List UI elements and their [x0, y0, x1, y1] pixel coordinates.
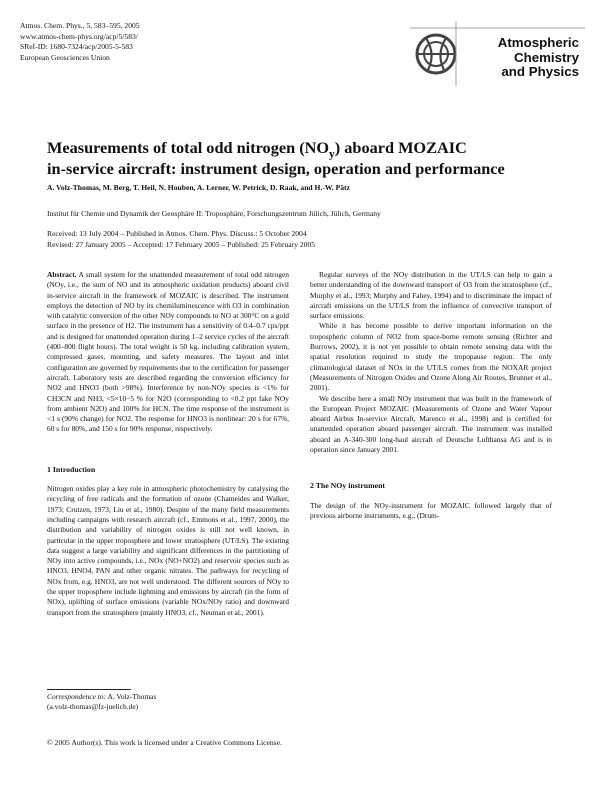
logo-wordmark	[498, 36, 579, 80]
intro-paragraph-3: While it has become possible to derive important information on the tropospheric column of NO2 from space-borne remote sensing (Richter and Burrows, 2002), it is not yet possible to obtain remote sensing data with the spatial resolution required to study the tropopause region. The only climatological dataset of NOx in the UT/LS comes from the NOXAR project (Measurements of Nitrogen Oxides and Ozone Along Air Routes, Brunner et al., 2001).	[310, 321, 552, 393]
license-footer: © 2005 Author(s). This work is licensed under a Creative Commons License.	[47, 738, 282, 747]
intro-paragraph-1: Nitrogen oxides play a key role in atmospheric photochemistry by catalysing the recycling of free radicals and the formation of ozone (Chameides and Walker, 1973; Crutzen, 1973; Liu et al., 1980). Despite of the many field measurements including campaigns with research aircraft (cf., Emmons et al., 1997, 2000), the distribution and variability of nitrogen oxides is still not well known, in particular in the upper troposphere and lower stratosphere (UT/LS). The existing data suggest a large variability and significant differences in the partitioning of NOy into active compounds, i.e., NOx (NO+NO2) and reservoir species such as HNO3, HNO4, PAN and other organic nitrates. The pathways for recycling of NOx from, e.g. HNO3, are not well understood. The different sources of NOy to the upper troposphere include lightning and emissions by aircraft (in the form of NOx), uplifting of surface emissions (variable NOx/NOy ratio) and downward transport from the stratosphere (mainly HNO3, cf., Neuman et al., 2001).	[47, 484, 289, 617]
dates-revised: Revised: 27 January 2005 – Accepted: 17 February 2005 – Published: 25 February 2005	[47, 239, 316, 249]
dates-received: Received: 13 July 2004 – Published in Atmos. Chem. Phys. Discuss.: 5 October 2004	[47, 229, 307, 238]
logo-line-2: Chemistry	[513, 49, 579, 65]
abstract-text: A small system for the unattended measurement of total odd nitrogen (NOy, i.e., the sum of NO and its atmospheric oxidation products) aboard civil in-service aircraft in the framework of MOZAIC is described. The instrument employs the detection of NO by its chemiluminescence with O3 in combination with catalytic conversion of the other NOy compounds to NO at 300°C on a gold surface in the presence of H2. The instrument has a sensitivity of 0.4–0.7 cps/ppt and is designed for unattended operation during 1–2 service cycles of the aircraft (400–800 flight hours). The total weight is 50 kg, including calibration system, compressed gases, mounting, and safety measures. The layout and inlet configuration are governed by requirements due to the certification for passenger aircraft. Laboratory tests are described regarding the conversion efficiency for NO2 and HNO3 (both >98%). Interference by non-NOy species is <1% for CH3CN and NH3, <5×10−5 % for N2O (corresponding to <0.2 ppt fake NOy from ambient N2O) and 100% for HCN. The time response of the instrument is <1 s (90% change) for NO2. The response for HNO3 is nonlinear: 20 s for 67%, 60 s for 80%, and 150 s for 90% response, respectively.	[47, 270, 289, 434]
affiliation: Institut für Chemie und Dynamik der Geosphäre II: Troposphäre, Forschungszentrum Jülich, Jülich, Germany	[47, 209, 381, 218]
publisher: European Geosciences Union	[20, 52, 110, 62]
journal-logo	[410, 14, 585, 88]
journal-header	[20, 21, 140, 63]
correspondence-label: Correspondence to:	[47, 692, 107, 701]
left-column	[47, 270, 289, 617]
right-column	[310, 270, 552, 521]
journal-reference: Atmos. Chem. Phys., 5, 583–595, 2005	[20, 21, 140, 30]
logo-line-1: Atmospheric	[497, 35, 579, 50]
logo-line-3: and Physics	[501, 64, 579, 80]
title-line-1	[47, 137, 567, 161]
title-part-b: ) aboard MOZAIC	[334, 138, 467, 157]
abstract	[47, 270, 289, 435]
abstract-label: Abstract.	[47, 270, 77, 279]
section-1-heading: 1 Introduction	[47, 464, 96, 474]
title-subscript: y	[329, 148, 335, 161]
intro-paragraph-4: We describe here a small NOy instrument that was built in the framework of the European Project MOZAIC (Measurements of Ozone and Water Vapour aboard Airbus In-service Aircraft, Marenco et al., 1998) and is certified for unattended operation aboard passenger aircraft. The instrument was installed aboard an A-340-300 long-haul aircraft of Deutsche Lufthansa AG and is in operation since January 2001.	[310, 393, 552, 455]
correspondence-name: A. Volz-Thomas	[107, 692, 157, 701]
section-2-heading: 2 The NOy instrument	[310, 481, 386, 491]
footnote-rule	[47, 689, 131, 690]
author-list: A. Volz-Thomas, M. Berg, T. Heil, N. Houben, A. Lerner, W. Petrick, D. Raak, and H.-W. Pätz	[47, 183, 350, 192]
paper-title	[47, 137, 567, 179]
publication-dates	[47, 229, 315, 250]
correspondence-footnote	[47, 692, 156, 713]
journal-url[interactable]: www.atmos-chem-phys.org/acp/5/583/	[20, 31, 138, 41]
title-line-2: in-service aircraft: instrument design, operation and performance	[47, 159, 505, 178]
section-2-paragraph-1: The design of the NOy-instrument for MOZAIC followed largely that of previous airborne instruments, e.g., (Drum-	[310, 500, 552, 520]
title-part-a: Measurements of total odd nitrogen (NO	[47, 138, 330, 157]
sref-id: SRef-ID: 1680-7324/acp/2005-5-583	[20, 42, 133, 52]
correspondence-email[interactable]: (a.volz-thomas@fz-juelich.de)	[47, 702, 139, 712]
intro-paragraph-2: Regular surveys of the NOy distribution in the UT/LS can help to gain a better understanding of the downward transport of O3 from the stratosphere (cf., Murphy et al., 1993; Murphy and Fahey, 1994) and to discriminate the impact of aircraft emissions on the UT/LS from the influence of convective transport of surface emissions.	[310, 270, 552, 321]
